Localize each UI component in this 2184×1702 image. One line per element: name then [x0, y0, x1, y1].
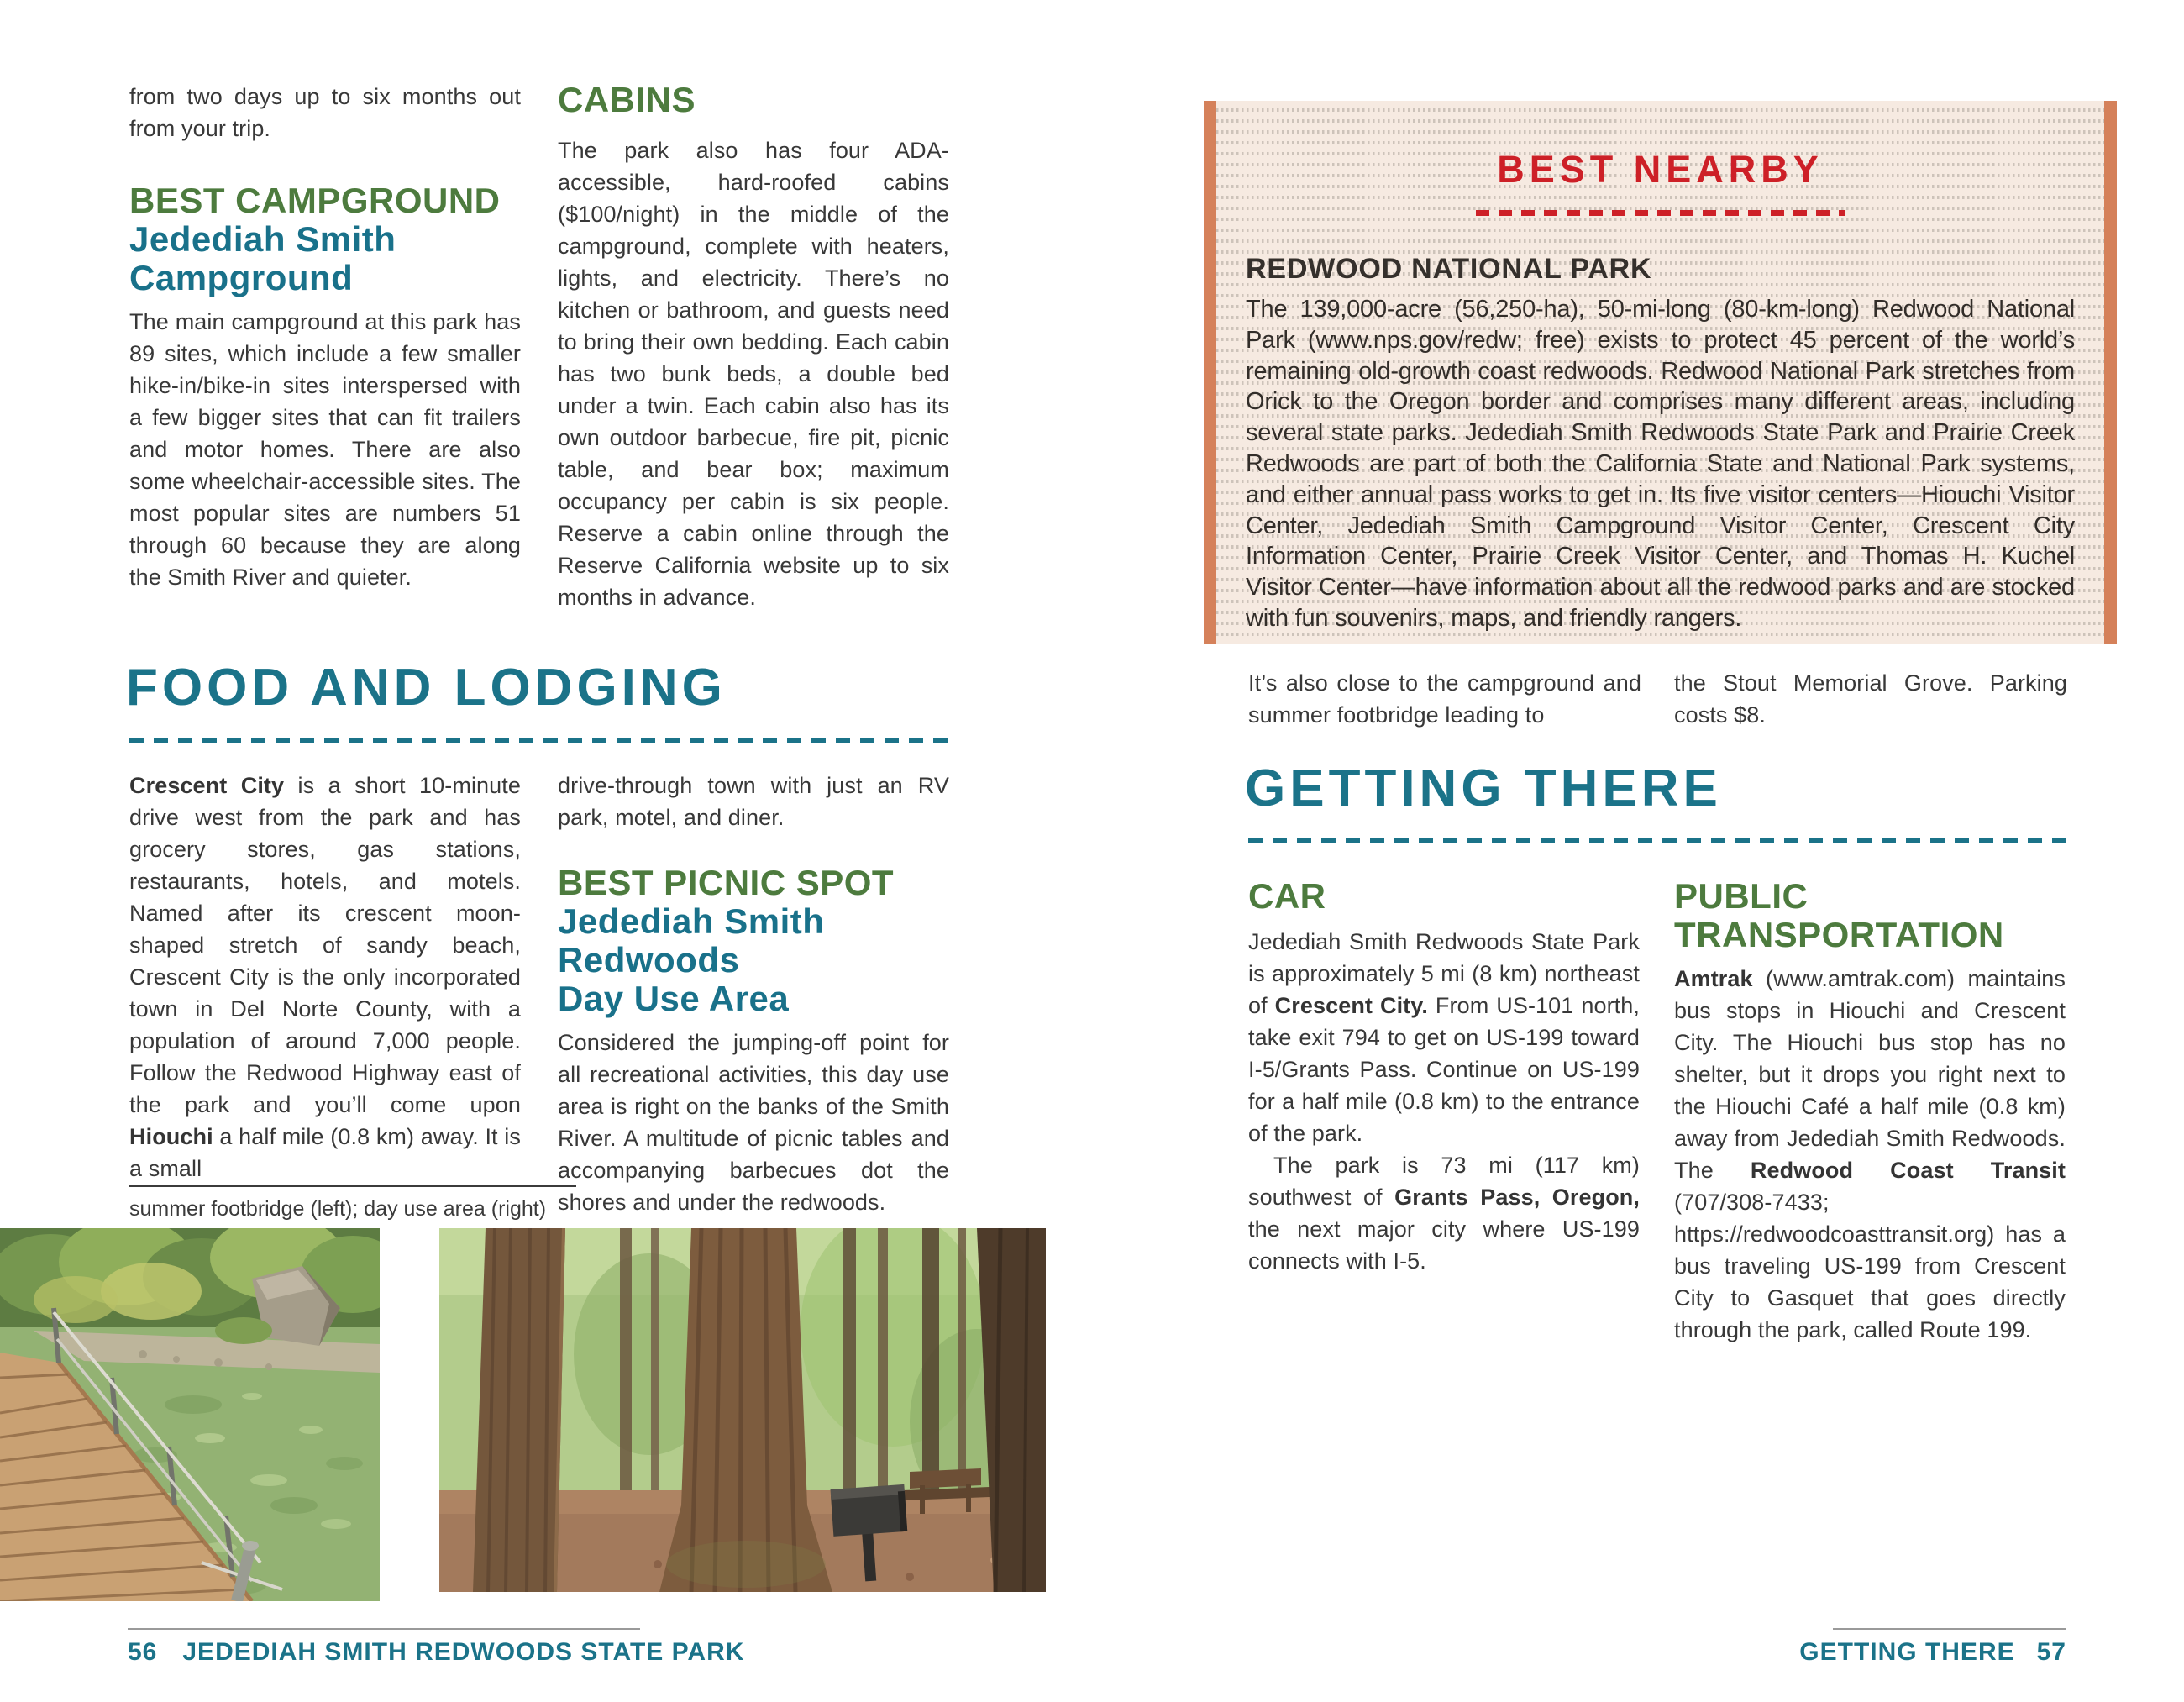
day-use-area-photo — [439, 1228, 1046, 1592]
crescent-city-text1: is a short 10-minute drive west from the park and has grocery stores, gas stations, restaurants, hotels, and motels. Named after its crescent moon-shaped stretch of sandy beach, Crescent City is the only incorporated town in Del Norte County, with a population of around 7,000 people. Follow the Redwood Highway east of the park and you’ll come upon — [129, 773, 521, 1117]
caption-rule — [129, 1185, 576, 1187]
best-picnic-spot-label: BEST PICNIC SPOT — [558, 863, 895, 902]
footer-left — [128, 1638, 800, 1667]
getting-there-heading: GETTING THERE — [1245, 759, 1722, 817]
crescent-city-bold: Crescent City — [129, 773, 285, 798]
cabins-heading: CABINS — [558, 80, 696, 119]
car-p2-text2: the next major city where US-199 connects with I-5. — [1248, 1216, 1640, 1274]
food-lodging-column2 — [558, 770, 949, 1218]
running-title-left: JEDEDIAH SMITH REDWOODS STATE PARK — [182, 1638, 745, 1666]
car-p2-text1: The park is 73 mi (117 km) southwest of — [1248, 1153, 1640, 1210]
day-use-area-photo-graphic — [439, 1228, 1046, 1592]
redwood-coast-transit-bold: Redwood Coast Transit — [1750, 1158, 2066, 1183]
public-transportation-heading — [1674, 877, 2111, 954]
amtrak-bold: Amtrak — [1674, 966, 1753, 991]
footer-rule-left — [128, 1628, 640, 1630]
picnic-title-line2: Day Use Area — [558, 979, 790, 1018]
photo-caption: summer footbridge (left); day use area (right) — [129, 1197, 547, 1221]
best-picnic-spot-body: Considered the jumping-off point for all recreational activities, this day use area is right on the banks of the Smith River. A multitude of picnic tables and accompanying barbecues dot the shores and under the redwoods. — [558, 1030, 949, 1215]
car-p1-text1: Jedediah Smith Redwoods State Park is approximately 5 mi (8 km) northeast of — [1248, 929, 1640, 1018]
pt-text1: (www.amtrak.com) maintains bus stops in Hiouchi and Crescent City. The Hiouchi bus stop has no shelter, but it drops you right next to the Hiouchi Café a half mile (0.8 km) away from Jedediah Smith Redwoods. The — [1674, 966, 2066, 1183]
hiouchi-bold: Hiouchi — [129, 1124, 213, 1149]
car-paragraph-1 — [1248, 926, 1640, 1149]
best-campground-label: BEST CAMPGROUND — [129, 181, 501, 220]
stout-grove-column1: It’s also close to the campground and summer footbridge leading to — [1248, 670, 1641, 728]
public-transportation-line2: TRANSPORTATION — [1674, 915, 2004, 954]
stout-grove-column2: the Stout Memorial Grove. Parking costs $8. — [1674, 670, 2067, 728]
best-campground-title — [129, 220, 549, 297]
intro-paragraph: from two days up to six months out from your trip. — [129, 84, 521, 141]
best-nearby-dashed-rule — [1476, 210, 1845, 216]
best-campground-body: The main campground at this park has 89 sites, which include a few smaller hike-in/bike-in sites interspersed with a few bigger sites that can fit trailers and motor homes. There are also some wheelchair-accessible sites. The most popular sites are numbers 51 through 60 because they are along the Smith River and quieter. — [129, 309, 521, 590]
best-picnic-spot-title — [558, 902, 978, 1018]
getting-there-dashed-rule — [1248, 838, 2066, 843]
footer-right — [1680, 1638, 2066, 1667]
car-p2-bold: Grants Pass, Oregon, — [1394, 1185, 1641, 1210]
running-title-right: GETTING THERE — [1799, 1638, 2015, 1666]
footbridge-photo — [0, 1228, 380, 1601]
redwood-national-park-body: The 139,000-acre (56,250-ha), 50-mi-long (80-km-long) Redwood National Park (www.nps.gov/redw; free) exists to protect 45 percent of the world’s remaining old-growth coast redwoods. Redwood National Park stretches from Orick to the Oregon border and comprises many different areas, including several state parks. Jedediah Smith Redwoods State Park and Prairie Creek Redwoods are part of both the California State and National Park systems, and either annual pass works to get in. Its five visitor centers—Hiouchi Visitor Center, Jedediah Smith Campground Visitor Center, Crescent City Information Center, Prairie Creek Visitor Center, and Thomas H. Kuchel Visitor Center—have information about all the redwood parks and are stocked with fun souvenirs, maps, and friendly rangers. — [1246, 296, 2075, 632]
footbridge-photo-graphic — [0, 1228, 380, 1601]
best-campground-title-line1: Jedediah Smith — [129, 219, 396, 259]
food-and-lodging-dashed-rule — [129, 738, 949, 743]
car-p1-text2: From US-101 north, take exit 794 to get on US-199 toward I-5/Grants Pass. Continue on US-199 for a half mile (0.8 km) to the entrance of the park. — [1248, 993, 1640, 1146]
picnic-title-line1: Jedediah Smith Redwoods — [558, 901, 825, 980]
food-and-lodging-heading: FOOD AND LODGING — [126, 659, 727, 717]
best-nearby-label: BEST NEARBY — [1497, 148, 1824, 191]
car-p1-bold: Crescent City. — [1274, 993, 1428, 1018]
redwood-national-park-heading: REDWOOD NATIONAL PARK — [1246, 253, 1652, 285]
car-body — [1248, 926, 1640, 1277]
footer-rule-right — [1833, 1628, 2066, 1630]
crescent-city-continuation: drive-through town with just an RV park, motel, and diner. — [558, 773, 949, 830]
cabins-body: The park also has four ADA-accessible, hard-roofed cabins ($100/night) in the middle of the campground, complete with heaters, lights, and electricity. There’s no kitchen or bathroom, and guests need to bring their own bedding. Each cabin has two bunk beds, a double bed under a twin. Each cabin also has its own outdoor barbecue, fire pit, picnic table, and bear box; maximum occupancy per cabin is six people. Reserve a cabin online through the Reserve California website up to six months in advance. — [558, 138, 949, 610]
best-campground-title-line2: Campground — [129, 258, 354, 297]
car-paragraph-2 — [1248, 1149, 1640, 1277]
public-transportation-line1: PUBLIC — [1674, 876, 1809, 916]
crescent-city-text2: a half mile (0.8 km) away. It is a small — [129, 1124, 521, 1181]
car-heading: CAR — [1248, 876, 1326, 916]
public-transportation-body — [1674, 963, 2066, 1346]
pt-text2: (707/308-7433; https://redwoodcoasttransit.org) has a bus traveling US-199 from Crescent City to Gasquet that goes directly through the park, called Route 199. — [1674, 1190, 2066, 1342]
crescent-city-paragraph — [129, 770, 521, 1185]
page-number-right: 57 — [2036, 1638, 2066, 1666]
page-number-left: 56 — [128, 1638, 158, 1666]
best-nearby-box — [1204, 101, 2117, 644]
